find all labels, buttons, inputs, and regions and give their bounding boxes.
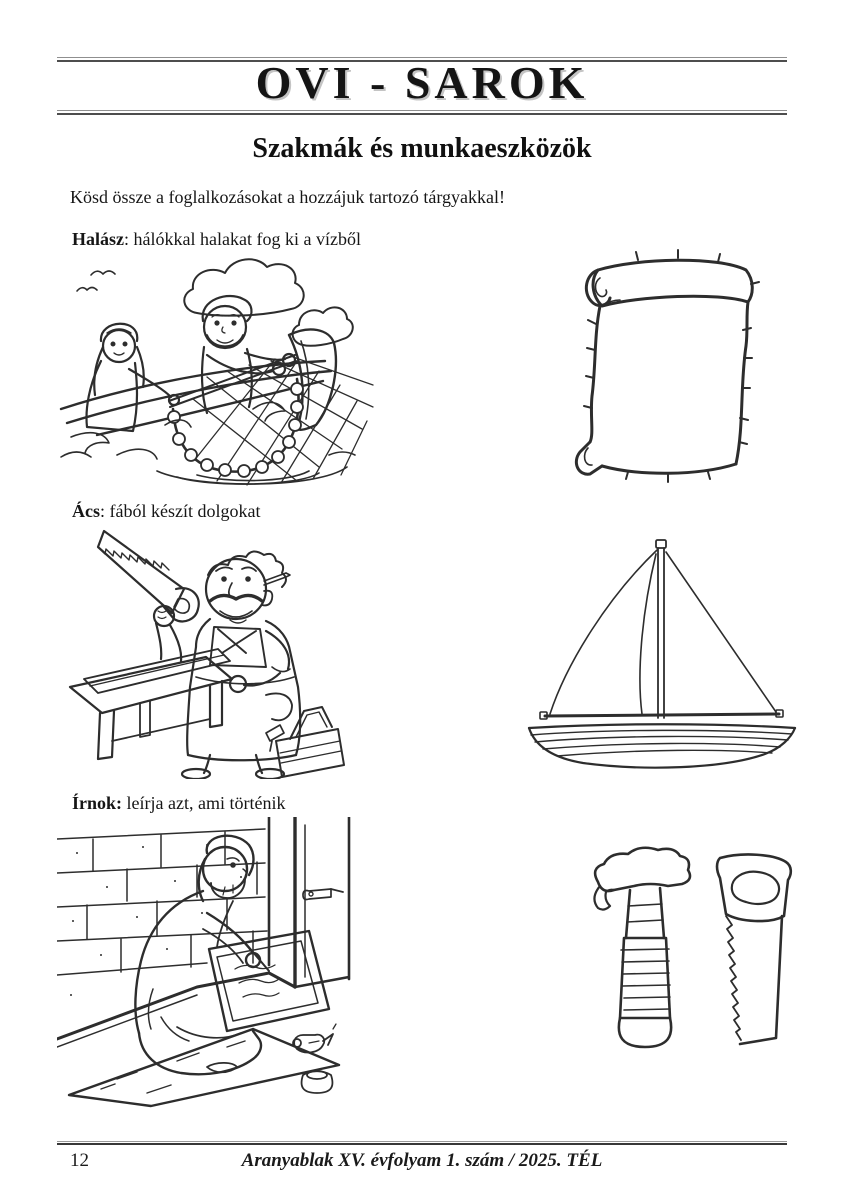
toolbox xyxy=(266,707,344,777)
mast xyxy=(656,540,666,718)
hammer-icon xyxy=(594,848,690,1047)
fisherwoman-figure xyxy=(87,324,179,431)
saw-icon xyxy=(98,531,199,621)
hull xyxy=(529,724,795,767)
carpenter-figure xyxy=(154,551,300,779)
page-title: Szakmák és munkaeszközök xyxy=(252,133,592,164)
fishermen-net-illustration xyxy=(57,249,375,486)
scroll-illustration xyxy=(568,246,768,483)
footer-citation: Aranyablak XV. évfolyam 1. szám / 2025. TÉL xyxy=(241,1150,603,1171)
door xyxy=(295,817,349,987)
carpenter-illustration xyxy=(60,527,348,779)
scribe-figure xyxy=(135,836,269,1075)
ink-pot xyxy=(302,1071,333,1093)
floor-line xyxy=(57,973,295,1047)
instruction-text: Kösd össze a foglalkozásokat a hozzájuk tartozó tárgyakkal! xyxy=(70,187,506,207)
stone-wall xyxy=(57,817,269,996)
occupation-description: hálókkal halakat fog ki a vízből xyxy=(133,229,361,249)
page-number: 12 xyxy=(70,1150,89,1171)
workbench xyxy=(70,649,232,759)
tools-illustration xyxy=(574,842,800,1058)
sails xyxy=(550,550,776,714)
label-separator: : xyxy=(124,229,134,249)
mat xyxy=(69,1029,339,1106)
occupation-label-carpenter xyxy=(72,501,260,522)
occupation-label-scribe xyxy=(72,793,285,814)
boom xyxy=(540,710,783,719)
occupation-description: leírja azt, ami történik xyxy=(126,793,286,813)
occupation-term: Ács xyxy=(72,501,100,521)
fisherman-figure xyxy=(202,296,295,413)
parchment-outline xyxy=(576,260,752,474)
occupation-term: Halász xyxy=(72,229,124,249)
occupation-label-fisherman xyxy=(72,229,361,250)
parchment-edge-ticks xyxy=(584,250,759,482)
label-separator: : xyxy=(100,501,110,521)
scribe-illustration xyxy=(57,817,354,1108)
occupation-term: Írnok: xyxy=(72,793,123,813)
sailboat-illustration xyxy=(523,532,801,770)
masthead-rule-bottom xyxy=(57,110,787,115)
masthead-title: OVI - SAROK xyxy=(255,57,589,108)
footer-rule xyxy=(57,1141,787,1145)
occupation-description: fából készít dolgokat xyxy=(109,501,261,521)
birds-icon xyxy=(77,271,115,291)
handsaw-icon xyxy=(717,855,791,1044)
